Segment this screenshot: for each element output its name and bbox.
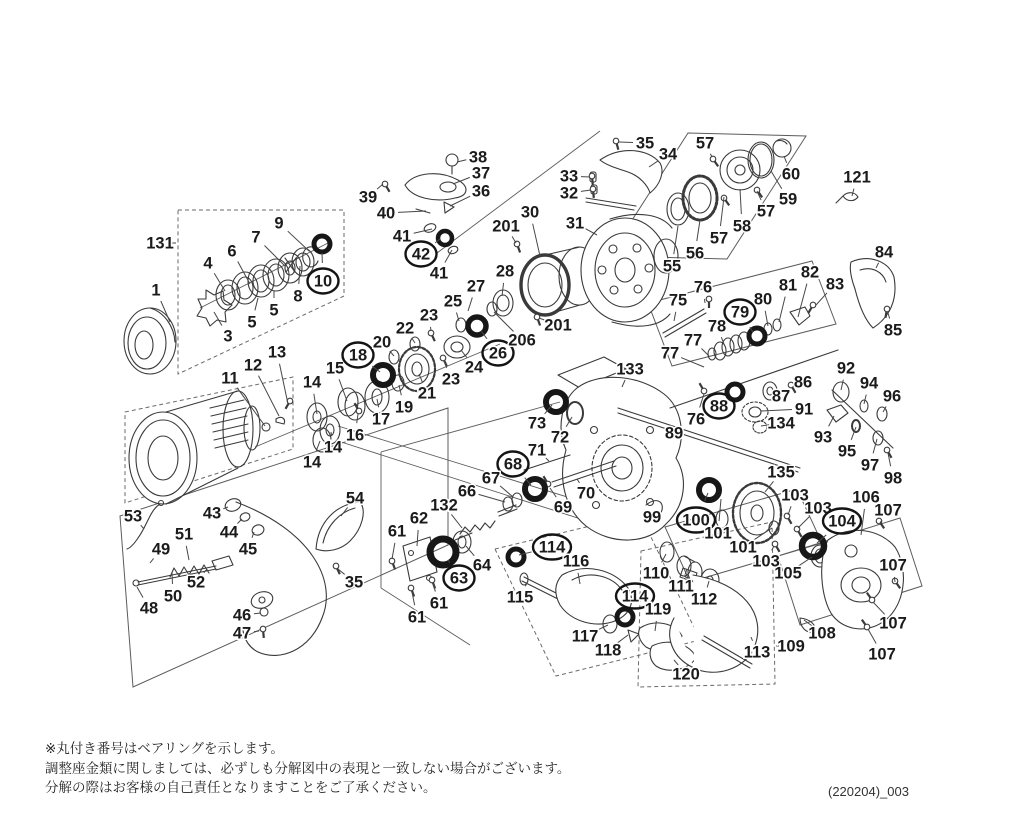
- screw-icon: [884, 447, 891, 458]
- leader-line: [720, 197, 724, 226]
- part-number-106: 106: [852, 488, 880, 507]
- leader-line: [697, 220, 700, 241]
- part-number-23: 23: [441, 370, 461, 389]
- part-number-71: 71: [527, 441, 547, 460]
- screw-icon: [428, 330, 435, 341]
- part-number-50: 50: [163, 587, 183, 606]
- part-number-131: 131: [146, 234, 174, 253]
- leader-line: [430, 327, 431, 331]
- part-number-103: 103: [752, 552, 780, 571]
- screw-icon: [706, 296, 712, 308]
- part-number-62: 62: [409, 509, 429, 528]
- leader-line: [254, 631, 259, 632]
- part-number-4: 4: [203, 254, 213, 273]
- part-number-201: 201: [492, 217, 520, 236]
- part-number-69: 69: [553, 498, 573, 517]
- part-number-79: 79: [730, 303, 750, 322]
- part-number-110: 110: [642, 564, 670, 583]
- screw-icon: [260, 626, 266, 638]
- part-number-39: 39: [358, 188, 378, 207]
- part-number-6: 6: [227, 242, 237, 261]
- part-number-117: 117: [571, 627, 599, 646]
- part-number-108: 108: [808, 624, 836, 643]
- part-number-118: 118: [594, 641, 622, 660]
- part-number-89: 89: [664, 424, 684, 443]
- part-number-112: 112: [690, 590, 718, 609]
- screw-icon: [382, 181, 389, 192]
- note-line-2: 調整座金類に関しましては、必ずしも分解図中の表現と一致しない場合がございます。: [45, 761, 571, 776]
- part-number-55: 55: [662, 257, 682, 276]
- part-number-52: 52: [186, 573, 206, 592]
- leader-line: [761, 410, 792, 411]
- part-number-47: 47: [232, 624, 252, 643]
- screw-icon: [286, 398, 293, 409]
- body-plate-group: [403, 493, 522, 581]
- leader-line: [619, 142, 633, 143]
- screw-icon: [408, 585, 414, 596]
- part-number-54: 54: [345, 489, 365, 508]
- part-number-38: 38: [468, 148, 488, 167]
- part-number-64: 64: [472, 556, 492, 575]
- part-number-23: 23: [419, 306, 439, 325]
- part-number-133: 133: [616, 360, 644, 379]
- leader-line: [550, 488, 556, 497]
- note-line-1: ※丸付き番号はベアリングを示します。: [45, 741, 284, 756]
- leader-line: [784, 156, 787, 163]
- part-number-81: 81: [778, 276, 798, 295]
- part-number-107: 107: [879, 614, 907, 633]
- note-line-3: 分解の際はお客様の自己責任となりますことをご了承ください。: [45, 780, 437, 795]
- leader-line: [237, 388, 265, 426]
- rotor-brake-guard: [316, 502, 363, 551]
- bearing-part: [373, 365, 393, 385]
- part-number-68: 68: [503, 455, 523, 474]
- part-number-27: 27: [466, 277, 486, 296]
- bearing-part: [314, 236, 330, 252]
- part-number-119: 119: [644, 600, 672, 619]
- part-number-17: 17: [371, 410, 391, 429]
- leader-line: [868, 629, 876, 644]
- handle-screw-cap-group: [405, 154, 466, 255]
- leader-line: [533, 224, 540, 256]
- part-number-3: 3: [223, 327, 233, 346]
- bail-arm: [586, 151, 662, 210]
- part-number-104: 104: [828, 512, 856, 531]
- part-number-101: 101: [704, 524, 732, 543]
- leader-line: [798, 516, 810, 528]
- part-number-83: 83: [825, 275, 845, 294]
- part-number-40: 40: [376, 204, 396, 223]
- part-number-10: 10: [313, 272, 333, 291]
- part-number-42: 42: [411, 245, 431, 264]
- leader-line: [779, 297, 785, 322]
- part-number-76: 76: [693, 278, 713, 297]
- screw-icon: [710, 156, 718, 166]
- part-number-58: 58: [732, 217, 752, 236]
- part-number-19: 19: [394, 398, 414, 417]
- part-number-51: 51: [174, 525, 194, 544]
- part-number-35: 35: [635, 134, 655, 153]
- part-number-46: 46: [232, 606, 252, 625]
- leader-line: [816, 293, 827, 305]
- part-number-31: 31: [565, 214, 585, 233]
- leader-line: [704, 299, 705, 303]
- part-number-101: 101: [729, 538, 757, 557]
- part-number-61: 61: [407, 608, 427, 627]
- part-number-67: 67: [481, 469, 501, 488]
- part-number-18: 18: [348, 346, 368, 365]
- bearing-part: [699, 480, 719, 500]
- part-number-75: 75: [668, 291, 688, 310]
- part-number-82: 82: [800, 263, 820, 282]
- part-number-21: 21: [417, 384, 437, 403]
- leader-line: [390, 351, 394, 356]
- part-number-56: 56: [685, 244, 705, 263]
- part-number-33: 33: [559, 167, 579, 186]
- part-number-80: 80: [753, 290, 773, 309]
- leader-line: [888, 313, 890, 318]
- bail-trip-group: [127, 497, 326, 656]
- part-number-43: 43: [202, 504, 222, 523]
- part-number-99: 99: [642, 508, 662, 527]
- part-number-103: 103: [804, 499, 832, 518]
- leader-line: [141, 525, 144, 529]
- part-number-111: 111: [668, 577, 694, 596]
- leader-line: [186, 546, 189, 560]
- part-number-132: 132: [430, 496, 458, 515]
- leader-line: [546, 458, 549, 461]
- part-number-206: 206: [508, 331, 536, 350]
- body-guard: [850, 259, 895, 328]
- part-number-11: 11: [221, 369, 239, 388]
- leader-line: [357, 414, 358, 423]
- part-number-113: 113: [743, 643, 771, 662]
- leader-line: [316, 441, 320, 451]
- part-number-26: 26: [488, 344, 508, 363]
- part-number-61: 61: [387, 522, 407, 541]
- leader-line: [512, 236, 516, 243]
- footer-notes: [45, 741, 909, 799]
- screw-icon: [809, 302, 816, 313]
- part-number-41: 41: [429, 264, 449, 283]
- part-number-107: 107: [868, 645, 896, 664]
- part-number-5: 5: [269, 301, 279, 320]
- leader-line: [864, 395, 866, 404]
- part-number-73: 73: [527, 414, 547, 433]
- leader-line: [788, 506, 791, 515]
- part-number-45: 45: [238, 540, 258, 559]
- leader-line: [829, 416, 834, 426]
- leader-line: [392, 543, 395, 559]
- part-number-107: 107: [874, 501, 902, 520]
- part-number-109: 109: [777, 637, 805, 656]
- part-number-134: 134: [767, 414, 795, 433]
- part-number-59: 59: [778, 190, 798, 209]
- part-number-37: 37: [471, 164, 491, 183]
- part-number-41: 41: [392, 227, 412, 246]
- leader-line: [412, 338, 415, 343]
- leader-line: [339, 379, 347, 401]
- bearing-part: [508, 549, 524, 565]
- screw-icon: [721, 195, 729, 205]
- part-number-22: 22: [395, 319, 415, 338]
- rotor-assembly: [521, 214, 678, 326]
- part-number-100: 100: [682, 511, 710, 530]
- leader-line: [798, 284, 807, 317]
- stopper-clip: [836, 193, 858, 203]
- leader-line: [771, 171, 782, 189]
- leader-line: [258, 376, 279, 416]
- part-number-85: 85: [883, 321, 903, 340]
- reel-body: [558, 357, 683, 540]
- bearing-part: [430, 539, 456, 565]
- part-number-57: 57: [709, 229, 729, 248]
- leader-line: [479, 494, 505, 502]
- leader-line: [255, 298, 258, 310]
- part-number-44: 44: [219, 523, 239, 542]
- part-number-32: 32: [559, 184, 579, 203]
- leader-line: [214, 273, 225, 291]
- part-number-116: 116: [562, 552, 590, 571]
- leader-line: [150, 558, 154, 563]
- part-number-105: 105: [774, 564, 802, 583]
- part-number-35: 35: [344, 573, 364, 592]
- part-number-97: 97: [860, 456, 880, 475]
- part-number-135: 135: [767, 463, 795, 482]
- bearing-part: [468, 317, 486, 335]
- part-number-15: 15: [325, 359, 345, 378]
- part-number-14: 14: [302, 373, 322, 392]
- part-number-60: 60: [781, 165, 801, 184]
- part-number-14: 14: [302, 453, 322, 472]
- part-number-13: 13: [267, 343, 287, 362]
- part-number-77: 77: [683, 331, 703, 350]
- screw-icon: [754, 187, 762, 197]
- part-number-28: 28: [495, 262, 515, 281]
- part-number-61: 61: [429, 594, 449, 613]
- document-number: (220204)_003: [828, 784, 909, 799]
- part-number-115: 115: [506, 588, 534, 607]
- part-number-34: 34: [658, 145, 678, 164]
- part-number-114: 114: [538, 538, 566, 557]
- part-number-48: 48: [139, 599, 159, 618]
- part-number-70: 70: [576, 484, 596, 503]
- part-number-30: 30: [520, 203, 540, 222]
- part-number-121: 121: [843, 168, 871, 187]
- part-number-77: 77: [660, 344, 680, 363]
- part-number-96: 96: [882, 387, 902, 406]
- leader-line: [740, 189, 741, 214]
- leader-line: [214, 312, 222, 326]
- part-number-76: 76: [686, 410, 706, 429]
- leader-line: [451, 514, 462, 528]
- leader-line: [468, 297, 472, 311]
- screw-icon: [389, 558, 395, 569]
- bearing-part: [617, 609, 633, 625]
- bearing-part: [438, 231, 452, 245]
- leader-line: [377, 184, 383, 189]
- part-number-49: 49: [151, 540, 171, 559]
- leader-line: [894, 577, 895, 582]
- part-number-57: 57: [695, 134, 715, 153]
- part-number-16: 16: [345, 426, 365, 445]
- part-number-92: 92: [836, 359, 856, 378]
- leader-line: [377, 399, 379, 407]
- screw-icon: [613, 138, 619, 149]
- part-number-114: 114: [621, 587, 649, 606]
- leader-line: [841, 380, 843, 390]
- screw-icon: [534, 314, 540, 325]
- part-number-14: 14: [323, 438, 343, 457]
- screw-icon: [700, 383, 707, 394]
- part-number-7: 7: [251, 228, 261, 247]
- part-number-1: 1: [151, 281, 161, 300]
- part-number-5: 5: [247, 313, 257, 332]
- part-number-94: 94: [859, 374, 879, 393]
- part-number-87: 87: [771, 387, 791, 406]
- leader-line: [494, 312, 514, 332]
- part-number-107: 107: [879, 556, 907, 575]
- part-number-95: 95: [837, 442, 857, 461]
- part-number-84: 84: [874, 243, 894, 262]
- part-number-12: 12: [243, 356, 263, 375]
- part-number-53: 53: [123, 507, 143, 526]
- part-number-88: 88: [709, 397, 729, 416]
- part-number-98: 98: [883, 469, 903, 488]
- leader-line: [581, 190, 591, 191]
- part-number-72: 72: [550, 428, 570, 447]
- part-number-57: 57: [756, 202, 776, 221]
- part-number-86: 86: [793, 373, 813, 392]
- part-number-63: 63: [449, 569, 469, 588]
- part-number-36: 36: [471, 182, 491, 201]
- part-number-93: 93: [813, 428, 833, 447]
- leader-line: [137, 587, 143, 598]
- part-number-103: 103: [781, 486, 809, 505]
- part-number-66: 66: [457, 482, 477, 501]
- part-number-25: 25: [443, 292, 463, 311]
- screw-icon: [514, 241, 520, 252]
- part-number-9: 9: [274, 214, 284, 233]
- screw-icon: [333, 563, 340, 574]
- part-number-91: 91: [794, 400, 814, 419]
- leader-line: [674, 312, 676, 321]
- part-number-201: 201: [544, 316, 572, 335]
- leader-line: [288, 231, 309, 251]
- leader-line: [852, 189, 854, 196]
- leader-line: [417, 530, 418, 546]
- part-number-24: 24: [464, 358, 484, 377]
- part-number-120: 120: [672, 665, 700, 684]
- part-number-78: 78: [707, 317, 727, 336]
- part-number-20: 20: [372, 333, 392, 352]
- leader-line: [398, 211, 426, 212]
- leader-line: [279, 364, 288, 404]
- part-number-8: 8: [293, 287, 303, 306]
